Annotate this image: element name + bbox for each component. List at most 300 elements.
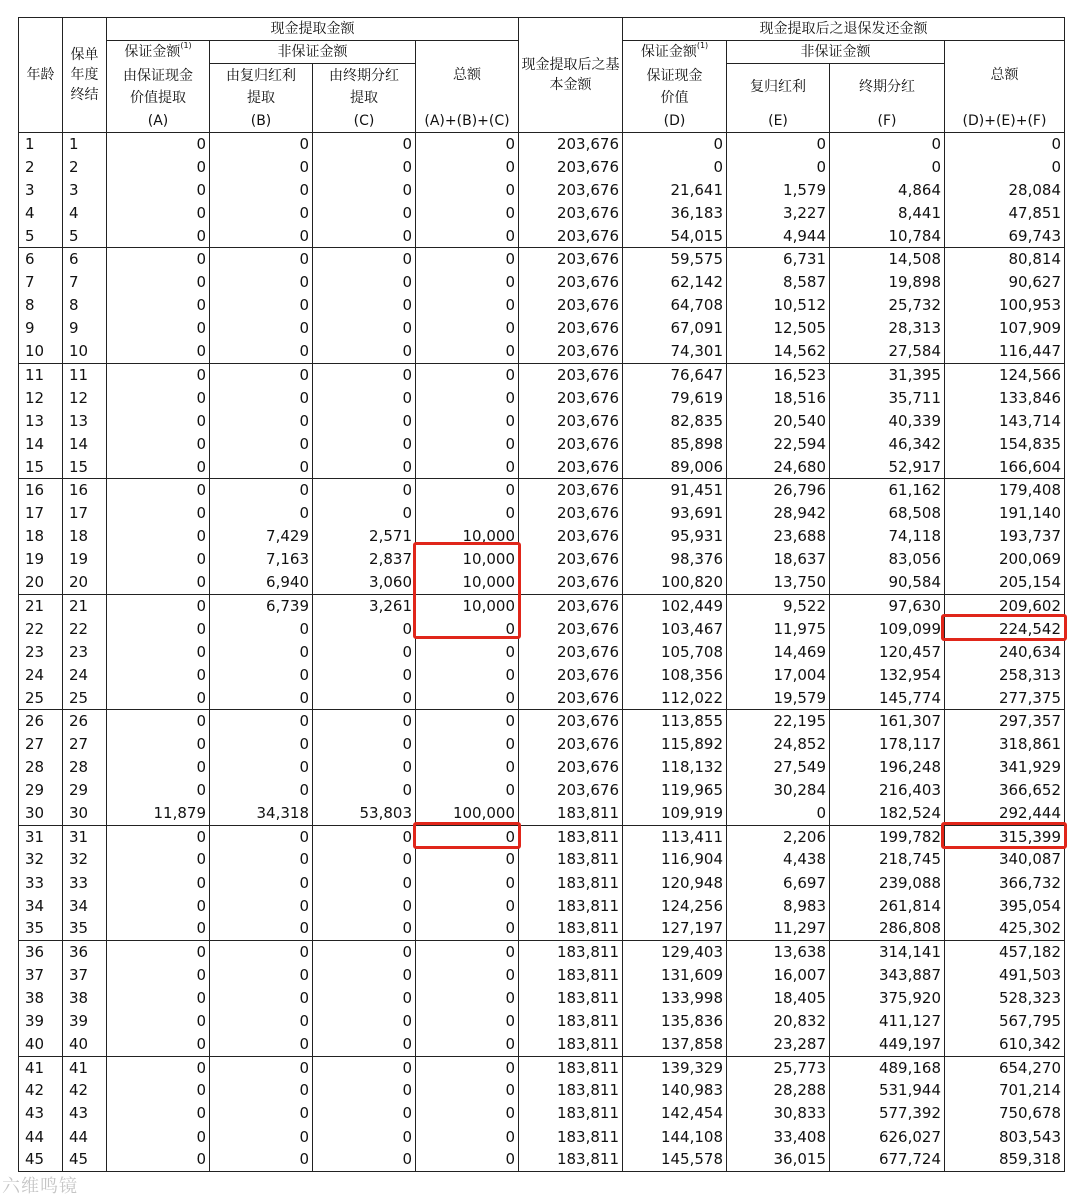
cell-col-f: 375,920	[830, 987, 945, 1010]
table-row	[19, 502, 1065, 525]
cell-col-f: 25,732	[830, 294, 945, 317]
cell-base-amount: 203,676	[519, 433, 623, 456]
cell-total-surrender: 90,627	[945, 271, 1065, 294]
table-row	[19, 433, 1065, 456]
cell-base-amount: 203,676	[519, 571, 623, 594]
cell-age: 11	[19, 363, 63, 386]
cell-total-withdrawal: 0	[416, 1010, 519, 1033]
cell-base-amount: 183,811	[519, 1056, 623, 1079]
cell-col-f: 216,403	[830, 779, 945, 802]
table-row	[19, 271, 1065, 294]
cell-col-c: 0	[313, 710, 416, 733]
cell-col-e: 16,007	[727, 964, 830, 987]
cell-col-a: 0	[107, 525, 210, 548]
cell-col-b: 0	[210, 779, 313, 802]
cell-total-withdrawal: 0	[416, 825, 519, 848]
table-row	[19, 733, 1065, 756]
cell-total-surrender: 457,182	[945, 941, 1065, 964]
cell-base-amount: 203,676	[519, 271, 623, 294]
cell-col-c: 0	[313, 179, 416, 202]
cell-col-d: 0	[623, 133, 727, 156]
cell-col-a: 0	[107, 617, 210, 640]
watermark-text: 六维鸣镜	[2, 1176, 78, 1197]
cell-col-b: 0	[210, 848, 313, 871]
cell-col-e: 22,594	[727, 433, 830, 456]
table-body	[19, 133, 1065, 1172]
table-row	[19, 664, 1065, 687]
table-row	[19, 248, 1065, 271]
cell-col-b: 6,940	[210, 571, 313, 594]
cell-col-c: 0	[313, 1033, 416, 1056]
table-row	[19, 548, 1065, 571]
cell-col-a: 0	[107, 594, 210, 617]
cell-total-surrender: 567,795	[945, 1010, 1065, 1033]
cell-age: 22	[19, 617, 63, 640]
cell-col-a: 0	[107, 317, 210, 340]
cell-col-a: 0	[107, 779, 210, 802]
cell-col-c: 0	[313, 872, 416, 895]
cell-total-surrender: 0	[945, 156, 1065, 179]
cell-age: 1	[19, 133, 63, 156]
cell-col-f: 577,392	[830, 1102, 945, 1125]
cell-total-withdrawal: 0	[416, 156, 519, 179]
cell-policy-year: 16	[63, 479, 107, 502]
cell-total-withdrawal: 10,000	[416, 525, 519, 548]
cell-total-withdrawal: 0	[416, 363, 519, 386]
cell-col-b: 0	[210, 664, 313, 687]
cell-col-a: 0	[107, 271, 210, 294]
cell-col-a: 0	[107, 895, 210, 918]
cell-base-amount: 183,811	[519, 825, 623, 848]
cell-total-surrender: 859,318	[945, 1149, 1065, 1172]
cell-policy-year: 38	[63, 987, 107, 1010]
table-row	[19, 895, 1065, 918]
cell-total-surrender: 528,323	[945, 987, 1065, 1010]
cell-age: 41	[19, 1056, 63, 1079]
cell-col-d: 113,411	[623, 825, 727, 848]
cell-col-b: 0	[210, 179, 313, 202]
cell-col-c: 0	[313, 1102, 416, 1125]
cell-total-withdrawal: 0	[416, 1102, 519, 1125]
cell-total-surrender: 0	[945, 133, 1065, 156]
cell-col-d: 145,578	[623, 1149, 727, 1172]
cell-col-f: 161,307	[830, 710, 945, 733]
cell-policy-year: 24	[63, 664, 107, 687]
cell-total-surrender: 340,087	[945, 848, 1065, 871]
cell-col-f: 31,395	[830, 363, 945, 386]
cell-policy-year: 15	[63, 456, 107, 479]
cell-base-amount: 183,811	[519, 802, 623, 825]
cell-base-amount: 183,811	[519, 1033, 623, 1056]
cell-col-f: 19,898	[830, 271, 945, 294]
cell-base-amount: 183,811	[519, 987, 623, 1010]
cell-col-a: 0	[107, 225, 210, 248]
cell-age: 13	[19, 410, 63, 433]
cell-base-amount: 183,811	[519, 964, 623, 987]
cell-col-e: 30,284	[727, 779, 830, 802]
cell-age: 10	[19, 340, 63, 363]
cell-base-amount: 183,811	[519, 1149, 623, 1172]
cell-policy-year: 17	[63, 502, 107, 525]
table-row	[19, 387, 1065, 410]
cell-col-d: 118,132	[623, 756, 727, 779]
table-row	[19, 802, 1065, 825]
cell-col-a: 0	[107, 479, 210, 502]
cell-base-amount: 203,676	[519, 156, 623, 179]
cell-col-a: 0	[107, 941, 210, 964]
cell-policy-year: 44	[63, 1126, 107, 1149]
header-guaranteed-1: 保证金额$^{(1)}$	[107, 41, 210, 64]
cell-col-f: 68,508	[830, 502, 945, 525]
cell-base-amount: 183,811	[519, 1010, 623, 1033]
cell-policy-year: 37	[63, 964, 107, 987]
cell-col-e: 2,206	[727, 825, 830, 848]
cell-base-amount: 183,811	[519, 1102, 623, 1125]
cell-total-withdrawal: 0	[416, 710, 519, 733]
cell-col-a: 0	[107, 825, 210, 848]
table-row	[19, 987, 1065, 1010]
cell-col-b: 0	[210, 479, 313, 502]
cell-col-d: 102,449	[623, 594, 727, 617]
cell-col-f: 239,088	[830, 872, 945, 895]
cell-base-amount: 203,676	[519, 779, 623, 802]
cell-total-surrender: 395,054	[945, 895, 1065, 918]
cell-col-b: 0	[210, 1126, 313, 1149]
cell-col-d: 133,998	[623, 987, 727, 1010]
cell-col-e: 11,975	[727, 617, 830, 640]
cell-col-e: 18,637	[727, 548, 830, 571]
cell-age: 34	[19, 895, 63, 918]
cell-col-e: 33,408	[727, 1126, 830, 1149]
cell-col-d: 89,006	[623, 456, 727, 479]
cell-col-b: 7,429	[210, 525, 313, 548]
cell-col-c: 0	[313, 825, 416, 848]
cell-policy-year: 6	[63, 248, 107, 271]
cell-base-amount: 183,811	[519, 895, 623, 918]
cell-total-surrender: 116,447	[945, 340, 1065, 363]
cell-total-surrender: 205,154	[945, 571, 1065, 594]
cell-col-d: 85,898	[623, 433, 727, 456]
cell-total-surrender: 28,084	[945, 179, 1065, 202]
cell-policy-year: 11	[63, 363, 107, 386]
cell-col-a: 0	[107, 410, 210, 433]
cell-col-e: 0	[727, 802, 830, 825]
cell-col-c: 0	[313, 664, 416, 687]
cell-col-c: 0	[313, 456, 416, 479]
cell-col-e: 0	[727, 156, 830, 179]
cell-col-c: 0	[313, 687, 416, 710]
cell-col-e: 13,750	[727, 571, 830, 594]
cell-total-withdrawal: 0	[416, 733, 519, 756]
cell-total-withdrawal: 0	[416, 225, 519, 248]
cell-total-withdrawal: 0	[416, 779, 519, 802]
cell-policy-year: 34	[63, 895, 107, 918]
cell-base-amount: 203,676	[519, 456, 623, 479]
cell-col-a: 11,879	[107, 802, 210, 825]
cell-col-e: 23,287	[727, 1033, 830, 1056]
header-label-d: (D)	[623, 110, 727, 133]
cell-total-withdrawal: 0	[416, 433, 519, 456]
cell-policy-year: 10	[63, 340, 107, 363]
cell-col-d: 144,108	[623, 1126, 727, 1149]
cell-col-e: 14,562	[727, 340, 830, 363]
cell-col-e: 24,852	[727, 733, 830, 756]
cell-col-c: 0	[313, 502, 416, 525]
cell-col-b: 0	[210, 410, 313, 433]
cell-col-f: 218,745	[830, 848, 945, 871]
cell-age: 32	[19, 848, 63, 871]
cell-col-f: 90,584	[830, 571, 945, 594]
cell-col-a: 0	[107, 387, 210, 410]
cell-col-d: 59,575	[623, 248, 727, 271]
cell-base-amount: 203,676	[519, 202, 623, 225]
cell-col-b: 0	[210, 1102, 313, 1125]
cell-col-d: 108,356	[623, 664, 727, 687]
header-non-guaranteed-1: 非保证金额	[210, 41, 416, 64]
cell-col-c: 0	[313, 987, 416, 1010]
cell-total-withdrawal: 0	[416, 617, 519, 640]
cell-policy-year: 22	[63, 617, 107, 640]
cell-total-withdrawal: 0	[416, 294, 519, 317]
cell-total-surrender: 193,737	[945, 525, 1065, 548]
cell-col-a: 0	[107, 179, 210, 202]
header-age: 年龄	[19, 18, 63, 133]
cell-age: 40	[19, 1033, 63, 1056]
cell-total-withdrawal: 0	[416, 340, 519, 363]
cell-policy-year: 25	[63, 687, 107, 710]
cell-col-f: 14,508	[830, 248, 945, 271]
cell-col-f: 178,117	[830, 733, 945, 756]
cell-age: 2	[19, 156, 63, 179]
cell-col-d: 119,965	[623, 779, 727, 802]
cell-col-e: 23,688	[727, 525, 830, 548]
cell-base-amount: 203,676	[519, 225, 623, 248]
cell-col-a: 0	[107, 756, 210, 779]
cell-age: 37	[19, 964, 63, 987]
cell-col-a: 0	[107, 133, 210, 156]
cell-col-f: 343,887	[830, 964, 945, 987]
cell-col-c: 0	[313, 340, 416, 363]
cell-base-amount: 203,676	[519, 733, 623, 756]
cell-col-c: 0	[313, 779, 416, 802]
cell-policy-year: 9	[63, 317, 107, 340]
cell-total-surrender: 133,846	[945, 387, 1065, 410]
cell-col-a: 0	[107, 687, 210, 710]
cell-base-amount: 183,811	[519, 848, 623, 871]
cell-total-surrender: 100,953	[945, 294, 1065, 317]
cell-col-a: 0	[107, 1102, 210, 1125]
header-withdrawal-group: 现金提取金额	[107, 18, 519, 41]
cell-age: 28	[19, 756, 63, 779]
cell-col-a: 0	[107, 987, 210, 1010]
cell-col-b: 0	[210, 248, 313, 271]
cell-total-withdrawal: 0	[416, 756, 519, 779]
cell-col-b: 0	[210, 941, 313, 964]
cell-total-withdrawal: 0	[416, 1056, 519, 1079]
cell-col-a: 0	[107, 1056, 210, 1079]
cell-col-a: 0	[107, 964, 210, 987]
cell-col-c: 0	[313, 317, 416, 340]
cell-total-withdrawal: 10,000	[416, 571, 519, 594]
cell-col-a: 0	[107, 848, 210, 871]
table-row	[19, 779, 1065, 802]
cell-col-b: 0	[210, 872, 313, 895]
cell-total-surrender: 701,214	[945, 1079, 1065, 1102]
table-row	[19, 363, 1065, 386]
cell-age: 5	[19, 225, 63, 248]
cell-total-withdrawal: 0	[416, 918, 519, 941]
table-row	[19, 1102, 1065, 1125]
cell-col-f: 0	[830, 156, 945, 179]
cell-col-b: 0	[210, 918, 313, 941]
header-policy-year: 保单年度终结	[63, 18, 107, 133]
cell-col-f: 10,784	[830, 225, 945, 248]
cell-col-b: 0	[210, 271, 313, 294]
cell-age: 6	[19, 248, 63, 271]
cell-col-d: 54,015	[623, 225, 727, 248]
cell-col-e: 26,796	[727, 479, 830, 502]
cell-col-c: 0	[313, 1126, 416, 1149]
cell-col-c: 0	[313, 363, 416, 386]
cell-policy-year: 40	[63, 1033, 107, 1056]
cell-col-e: 30,833	[727, 1102, 830, 1125]
cell-total-withdrawal: 0	[416, 1033, 519, 1056]
cell-base-amount: 183,811	[519, 918, 623, 941]
cell-col-e: 14,469	[727, 641, 830, 664]
cell-col-e: 19,579	[727, 687, 830, 710]
cell-col-d: 112,022	[623, 687, 727, 710]
cell-col-b: 0	[210, 387, 313, 410]
cell-col-c: 0	[313, 733, 416, 756]
cell-col-c: 0	[313, 410, 416, 433]
cell-policy-year: 39	[63, 1010, 107, 1033]
cell-policy-year: 1	[63, 133, 107, 156]
cell-col-c: 0	[313, 479, 416, 502]
cell-col-f: 28,313	[830, 317, 945, 340]
cell-col-b: 0	[210, 825, 313, 848]
cell-age: 36	[19, 941, 63, 964]
cell-col-d: 74,301	[623, 340, 727, 363]
cell-policy-year: 20	[63, 571, 107, 594]
cell-age: 24	[19, 664, 63, 687]
cell-col-d: 140,983	[623, 1079, 727, 1102]
cell-total-surrender: 191,140	[945, 502, 1065, 525]
header-total-2: 总额	[945, 41, 1065, 110]
cell-age: 45	[19, 1149, 63, 1172]
cell-total-withdrawal: 0	[416, 895, 519, 918]
table-row	[19, 641, 1065, 664]
table-row	[19, 687, 1065, 710]
cell-total-surrender: 209,602	[945, 594, 1065, 617]
cell-col-b: 0	[210, 363, 313, 386]
cell-total-withdrawal: 0	[416, 202, 519, 225]
cell-total-withdrawal: 0	[416, 387, 519, 410]
table-row	[19, 710, 1065, 733]
cell-base-amount: 183,811	[519, 1126, 623, 1149]
table-row	[19, 1056, 1065, 1079]
cell-col-a: 0	[107, 733, 210, 756]
cell-col-f: 199,782	[830, 825, 945, 848]
cell-policy-year: 19	[63, 548, 107, 571]
cell-col-f: 314,141	[830, 941, 945, 964]
cell-age: 43	[19, 1102, 63, 1125]
cell-base-amount: 203,676	[519, 317, 623, 340]
cell-total-withdrawal: 0	[416, 1126, 519, 1149]
cell-col-d: 82,835	[623, 410, 727, 433]
cell-total-withdrawal: 0	[416, 502, 519, 525]
cell-age: 18	[19, 525, 63, 548]
cell-col-c: 0	[313, 848, 416, 871]
cell-col-a: 0	[107, 363, 210, 386]
cell-col-c: 53,803	[313, 802, 416, 825]
cell-col-e: 0	[727, 133, 830, 156]
header-total-1: 总额	[416, 41, 519, 110]
cell-col-f: 182,524	[830, 802, 945, 825]
cell-col-e: 11,297	[727, 918, 830, 941]
cell-col-d: 116,904	[623, 848, 727, 871]
cell-total-surrender: 200,069	[945, 548, 1065, 571]
cell-col-a: 0	[107, 1079, 210, 1102]
cell-age: 7	[19, 271, 63, 294]
cell-col-f: 40,339	[830, 410, 945, 433]
cell-col-f: 27,584	[830, 340, 945, 363]
cell-total-withdrawal: 0	[416, 664, 519, 687]
cell-col-a: 0	[107, 918, 210, 941]
cell-policy-year: 3	[63, 179, 107, 202]
cell-age: 26	[19, 710, 63, 733]
cell-base-amount: 203,676	[519, 617, 623, 640]
header-col-f: 终期分红	[830, 64, 945, 110]
cell-col-a: 0	[107, 571, 210, 594]
cell-col-e: 16,523	[727, 363, 830, 386]
cell-col-c: 0	[313, 133, 416, 156]
table-row	[19, 918, 1065, 941]
cell-total-withdrawal: 0	[416, 271, 519, 294]
cell-col-f: 145,774	[830, 687, 945, 710]
cell-col-a: 0	[107, 433, 210, 456]
cell-col-d: 100,820	[623, 571, 727, 594]
cell-col-f: 8,441	[830, 202, 945, 225]
cell-col-c: 0	[313, 617, 416, 640]
cell-col-b: 0	[210, 1033, 313, 1056]
cell-total-surrender: 425,302	[945, 918, 1065, 941]
cell-policy-year: 42	[63, 1079, 107, 1102]
cell-col-e: 25,773	[727, 1056, 830, 1079]
cell-col-d: 105,708	[623, 641, 727, 664]
header-label-b: (B)	[210, 110, 313, 133]
cell-col-e: 20,832	[727, 1010, 830, 1033]
cell-col-c: 0	[313, 248, 416, 271]
cell-age: 29	[19, 779, 63, 802]
cell-base-amount: 203,676	[519, 179, 623, 202]
cell-total-surrender: 803,543	[945, 1126, 1065, 1149]
cell-base-amount: 203,676	[519, 664, 623, 687]
cell-total-surrender: 366,652	[945, 779, 1065, 802]
cell-col-f: 132,954	[830, 664, 945, 687]
cell-col-a: 0	[107, 294, 210, 317]
cell-base-amount: 203,676	[519, 248, 623, 271]
cell-policy-year: 36	[63, 941, 107, 964]
cell-col-f: 449,197	[830, 1033, 945, 1056]
cell-col-c: 0	[313, 941, 416, 964]
cell-col-d: 115,892	[623, 733, 727, 756]
cell-col-f: 109,099	[830, 617, 945, 640]
cell-age: 12	[19, 387, 63, 410]
cell-col-d: 142,454	[623, 1102, 727, 1125]
cell-total-surrender: 366,732	[945, 872, 1065, 895]
cell-policy-year: 45	[63, 1149, 107, 1172]
cell-base-amount: 203,676	[519, 294, 623, 317]
